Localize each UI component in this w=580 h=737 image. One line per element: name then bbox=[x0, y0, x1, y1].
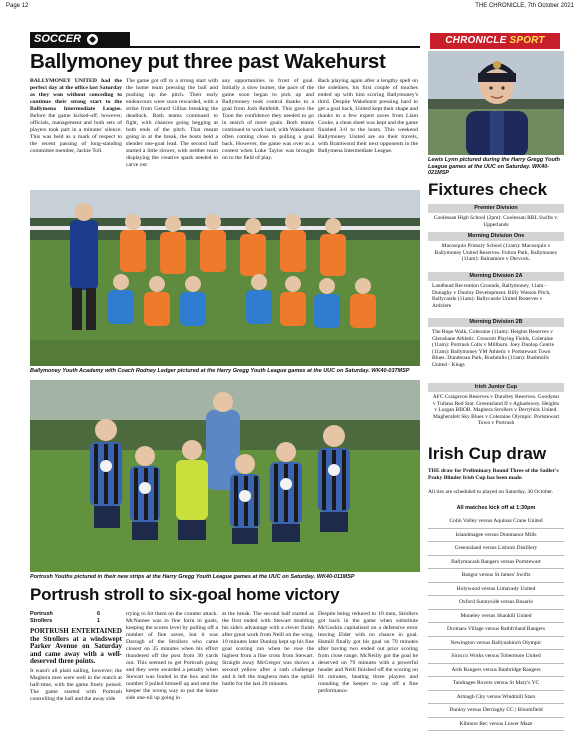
cup-tie-row: Greenisland versus Lisburn Distillery bbox=[428, 542, 564, 556]
irish-cup-lead: THE draw for Preliminary Round Three of the Sadler's Peaky Blinder Irish Cup has been made. bbox=[428, 468, 559, 481]
cup-tie-row: Newington versus Ballynahinch Olympic bbox=[428, 637, 564, 651]
article1-col2: The game got off to a strong start with the home team pressing the ball and pushing up the pitch. Their early endeavours were soon rewarded, with a strike from Gerard Gillan breaking the deadlock. Both teams continued to fight, with chances going begging at both ends of the pitch. That meant going in at the break, the hosts held a slender one-goal lead. The second half started a little slower, with neither team displaying the creative spark needed to carve out bbox=[126, 78, 218, 168]
division-premier-text: Coolessan High School (2pm): Coolessan RBL Swifts v. Upperlands bbox=[433, 215, 559, 228]
main-headline: Ballymoney put three past Wakehurst bbox=[30, 50, 386, 73]
cup-tie-row: Ards Rangers versus Banbridge Rangers bbox=[428, 664, 564, 678]
cup-tie-row: Islandmagee versus Dunmanor Mills bbox=[428, 529, 564, 543]
division-morning-2a: Morning Division 2A bbox=[428, 272, 564, 281]
cup-tie-row: Armagh City versus Windmill Stars bbox=[428, 691, 564, 705]
score-team: Strollers bbox=[30, 618, 53, 624]
division-premier: Premier Division bbox=[428, 204, 564, 213]
division-morning-one-text: Macosquin Primary School (11am): Macosquin v Ballymoney United Reserves. Fulton Park, Ballymoney (11am): Balnamore v Dervock. bbox=[434, 243, 558, 263]
score-team: Portrush bbox=[30, 611, 53, 617]
portrush-headline: Portrush stroll to six-goal home victory bbox=[30, 585, 340, 604]
ballymoney-academy-photo bbox=[30, 190, 420, 366]
cup-tie-row: Oxford Sunnyside versus Rosario bbox=[428, 596, 564, 610]
score-row-home bbox=[30, 611, 100, 618]
article2-col3: at the break. The second half started as the first ended with Stewart doubling his side's advantage with a clever finish after great work from Neill on the wing. 10 minutes later Dunlop kept up his fine goal scoring run when he rose the highest from a fine cross from Stewart. Straight away McGregor was shown a second yellow after a rash challenge and it left the maghera men the uphill battle for the last 20 minutes. bbox=[222, 611, 314, 687]
article2-lead: PORTRUSH ENTERTAINED the Strollers at a windswept Parker Avenue on Saturday and came away with a well-deserved three points. bbox=[30, 627, 122, 665]
cup-tie-row: Ballymacash Rangers versus Portstewart bbox=[428, 556, 564, 570]
publication-date: THE CHRONICLE, 7th October 2021 bbox=[475, 3, 574, 9]
division-irish-junior-text: AFC Craigavon Reserves v Dundrey Reserves. Goodyear v Tullans Red Star. Greenisland II v Aghadowey. Heights v Lurgan BBOB. Maghera Strollers v Derryhirk United. Magherafelt Sky Blues v Coleraine Olympic. Portstewart Town v Portrush bbox=[432, 394, 560, 427]
score-value: 6 bbox=[96, 611, 100, 617]
cup-tie-row: Colin Valley versus Aquinas Crane United bbox=[428, 515, 564, 529]
irish-cup-note: All ties are scheduled to played on Saturday, 30 October. bbox=[428, 489, 554, 495]
section-label: SOCCER bbox=[30, 32, 130, 47]
irish-cup-kickoff: All matches kick off at 1:30pm bbox=[456, 505, 536, 511]
cup-tie-row: Holywood versus Limavady United bbox=[428, 583, 564, 597]
portrush-caption: Portrush Youths pictured in their new strips at the Harry Gregg Youth League games at the UUC on Saturday. WK40-011MSP bbox=[30, 574, 355, 580]
article1-col4: Back playing again after a lengthy spell on the sidelines, his first couple of touches ended up with him scoring Ballymoney's third. Despite Wakehurst pressing hard to get a goal back, United kept their shape and thanks to a few expert saves from Liam Cooke, a clean sheet was kept and the game finished 3-0 to the hosts. This weekend Ballymoney United are on their travels, with Brantwood their next opponents in the Ballymena Intermediate League. bbox=[318, 78, 418, 154]
cup-tie-row: Moneley versus Shankill United bbox=[428, 610, 564, 624]
brand-part-1: CHRONICLE bbox=[445, 35, 507, 46]
lewis-lynn-caption: Lewis Lynn pictured during the Harry Gregg Youth League games at the UUC on Saturday. WK40-021MSP bbox=[428, 157, 561, 176]
division-morning-2a-text: Landhead Recreation Grounds, Ballymoney, 11am - Dunaghy v Dunloy Development. Billy Watson Pitch, Ballycastle (11am): Ballycastle United Reserves v Ardclere bbox=[432, 283, 551, 309]
division-morning-one: Morning Division One bbox=[428, 232, 564, 241]
lewis-lynn-photo bbox=[428, 51, 564, 155]
division-morning-2b-text: The Rope Walk, Coleraine (11am): Heights Reserves v Glenshane Athletic. Crescent Playing Fields, Coleraine (11am): Portrush Colts v Millburn. Joey Dunlop Centre (11am): Ballymoney YM Athletic v Portstewart Town Blues. Dundooan Park, Bushmills (11am): Bushmills United - Kings bbox=[432, 329, 555, 368]
division-morning-2b: Morning Division 2B bbox=[428, 318, 564, 327]
article1-col1 bbox=[30, 78, 122, 155]
article2-col4: Despite being reduced to 10 men, Strollers got back in the game when substitute McGuckin capitalised on a defensive error leaving Elder with no chance in goal. Hamill finally got his goal on 70 minutes after having two ended out prior scoring from close range. McNeilly got the goal he deserved on 79 minutes with a powerful header and Neill finished off the scoring on 84 minutes, beating three players and rounding the keeper to cap off a fine performance. bbox=[318, 611, 418, 694]
score-value: 1 bbox=[96, 618, 100, 624]
article2-col1 bbox=[30, 628, 122, 703]
section-rule bbox=[30, 46, 420, 48]
portrush-youths-photo bbox=[30, 380, 420, 572]
page-number: Page 12 bbox=[6, 3, 29, 9]
cup-tie-row: Dromara Village versus Rathfriland Rangers bbox=[428, 623, 564, 637]
article2-col1-text: It wasn't all plain sailing, however; the Maghera men were well in the match at half-time, with the game finely poised. The game started with Portrush controlling the ball and the away side bbox=[30, 667, 122, 702]
article1-lead: BALLYMONEY UNITED had the perfect day at the office last Saturday as they won without conceding to continue their strong start to the Ballymena Intermediate League. bbox=[30, 78, 122, 112]
cup-tie-row: Tandragee Rovers versus St Mary's YC bbox=[428, 677, 564, 691]
score-row-away bbox=[30, 618, 100, 625]
irish-cup-title: Irish Cup draw bbox=[428, 444, 547, 463]
cup-tie-row: Dunloy versus Derriaghy CC | Bloomfield bbox=[428, 704, 564, 718]
article1-col3: any opportunities in front of goal. Initially a slow burner, the pace of the game soon began to pick up and Ballymoney took control thanks to a goal from Josh Rehfeldt. This gave the Toon the confidence they needed to go in search of more goals. Both teams continued to work hard, with Wakehurst often coming close to pulling a goal back. However, the game was over as a contest when Luke Taylor was brought on to the field of play. bbox=[222, 78, 314, 161]
cup-tie-row: Bangor versus St James' Swifts bbox=[428, 569, 564, 583]
football-icon bbox=[86, 33, 99, 46]
page-header bbox=[4, 3, 576, 13]
cup-tie-row: Kilmore Rec versus Lower Maze bbox=[428, 718, 564, 732]
article2-col2: trying to hit them on the counter attack. McNamee was in fine form in goals, keeping the scores level by pulling off a number of fine saves, but it was Darragh of the Strollers who came closest on 35 minutes when his effort thundered off the post from 30 yards out. This seemed to get Portrush going and they were awarded a penalty when Stewart was fouled in the box and the number 9 pulled himself up and sent the keeper the wrong way to put the home side one-nil up going in bbox=[126, 611, 218, 701]
sport-brand bbox=[430, 33, 560, 49]
cup-tie-row: Sirocco Works versus Tobermore United bbox=[428, 650, 564, 664]
article1-col1-text: Before the game kicked-off, however, officials, management and both sets of players took part in a minutes' silence. This was held as a mark of respect to the recent passing of long-standing committee member, Jackie Toll. bbox=[30, 113, 122, 154]
fixtures-title: Fixtures check bbox=[428, 180, 548, 199]
ballymoney-caption: Ballymoney Youth Academy with Coach Rodney Ledger pictured at the Harry Gregg Youth League games at the UUC on Saturday. WK40-037MSP bbox=[30, 368, 410, 374]
division-irish-junior: Irish Junior Cup bbox=[428, 383, 564, 392]
brand-part-2: SPORT bbox=[509, 35, 545, 46]
